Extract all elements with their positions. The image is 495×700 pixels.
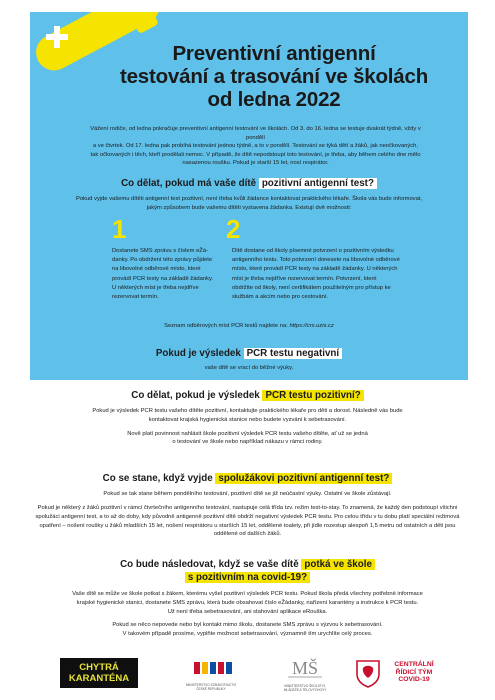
chytra-karantena-logo: CHYTRÁ KARANTÉNA <box>60 658 138 688</box>
heading-pcr-positive: Co dělat, pokud je výsledek PCR testu pozitivní? <box>0 389 495 402</box>
option-1-number: 1 <box>112 214 127 244</box>
classmate-monday-text: Pokud se tak stane během pondělního testování, pozitivní dítě se již neúčastní výuky. Ostatní ve škole zůstávají. <box>103 491 392 497</box>
central-team-logo: CENTRÁLNÍ ŘÍDICÍ TÝM COVID-19 <box>352 657 456 689</box>
page-title: Preventivní antigenní testování a trasování ve školách od ledna 2022 <box>119 42 429 111</box>
heading-contact-positive: Co bude následovat, když se vaše dítě potká ve škole s pozitivním na covid-19? <box>0 558 495 584</box>
ministry-education-emblem-icon <box>276 657 334 679</box>
ministry-health-logo: MINISTERSTVO ZDRAVOTNICTVÍ ČESKÉ REPUBLIKY <box>180 660 242 690</box>
testing-sites-link[interactable]: https://crs.uzis.cz <box>289 323 334 329</box>
option-1-text: Dostanete SMS zprávu s číslem eŽá- danky. Po obdržení této zprávy půjdete na libovolné odběrové místo, které provádí PCR testy na základě žádanky. U některých míst je třeba nejdříve rezervovat termín. <box>112 248 214 301</box>
testing-sites-note: Seznam odběrových míst PCR testů najdete na: https://crs.uzis.cz <box>164 323 334 329</box>
positive-antigen-text: Pokud vyjde vašemu dítěti antigenní test pozitivní, není třeba kvůli žádance kontaktovat praktického lékaře. Škola vás bude informovat, jakým způsobem bude vašemu dítěti vystavena žádanka. Existují dvě možnosti: <box>75 196 423 211</box>
option-2-number: 2 <box>226 214 241 244</box>
option-2-text: Dítě dostane od školy písemné potvrzení o pozitivním výsledku antigenního testu. Toto potvrzení donesete na libovolné odběrové místo, které provádí PCR testy na základě žádanky. U některých míst je třeba nejdříve rezervovat termín. Potvrzení, které obdržíte od školy, není certifikátem použitelným pro přístup ke službám a akcím nebo pro cestování. <box>232 248 400 301</box>
info-panel <box>30 12 468 380</box>
lion-emblem-icon <box>354 658 382 688</box>
heading-pcr-negative: Pokud je výsledek PCR testu negativní <box>30 348 468 359</box>
intro-text: Vážení rodiče, od ledna pokračuje preventivní antigenní testování ve školách. Od 3. do 16. ledna se testuje dvakrát týdně, vždy v pondělí a ve čtvrtek. Od 17. ledna pak probíhá testování jednou týdně, a to v pondělí. Testování se týká dětí a žáků, jak neočkovaných, tak očkovaných i těch, kteří prodělali nemoc. V případě, že dítě nepodstoupí toto testování, je třeba, aby během celého dne mělo nasazenou roušku. Pokud je starší 15 let, nosí respirátor. <box>90 126 421 167</box>
classmate-thursday-text: Pokud je některý z žáků pozitivní v rámci čtvrtečního antigenního testování, nastupuje celá třída tzv. režim test-to-stay. To znamená, že každý den podstoupí všichni spolužáci antigenní test, a to až do doby, kdy původně antigenně pozitivní dítě obdrží negativní výsledek PCR testu. Pro celou třídu v tu dobu platí speciální režimová opatření – nošení roušky u žáků mladších 15 let, nošení respirátoru u starších 15 let, oddělené toalety, při jídle rozestup alespoň 1,5 metru od ostatních a děti jsou oddělené od dalších žáků. <box>35 505 460 538</box>
pcr-positive-text: Pokud je výsledek PCR testu vašeho dítěte pozitivní, kontaktujte praktického lékaře pro děti a dorost. Následně vás bude kontaktovat krajská hygienická stanice nebo budete vyzváni k sebetrasování. Nově platí povinnost nahlásit škole pozitivní výsledek PCR testu vašeho dítěte, ať už se jedná o testování ve škole nebo například nákazu v rámci rodiny. <box>92 408 403 446</box>
contact-positive-text: Vaše dítě se může ve škole potkat s žákem, kterému vyšel pozitivní výsledek PCR testu. Pokud škola předá všechny potřebné informace krajské hygienické stanici, dostanete SMS zprávu, která bude obsahovat číslo eŽádanky, nařízení karantény a instrukce k PCR testu. Už není třeba sebetrasování, ani stahování aplikace eRouška. Pokud se něco nepovede nebo byl kontakt mimo školu, dostanete SMS zprávu s výzvou k sebetrasování. V takovém případě prosíme, vyplňte možnost sebetrasování, významně tím urychlíte celý proces. <box>72 591 423 638</box>
heading-classmate-positive: Co se stane, když vyjde spolužákovi pozitivní antigenní test? <box>0 472 495 485</box>
ministry-education-logo: MŠ MINISTERSTVO ŠKOLSTVÍ, MLÁDEŽE A TĚLOVÝCHOVY <box>276 657 334 689</box>
pcr-negative-text: vaše dítě se vrací do běžné výuky. <box>204 365 294 371</box>
heading-positive-antigen: Co dělat, pokud má vaše dítě pozitivní antigenní test? <box>30 178 468 189</box>
svg-text:MŠ: MŠ <box>291 658 319 678</box>
ministry-health-emblem-icon <box>180 660 242 678</box>
